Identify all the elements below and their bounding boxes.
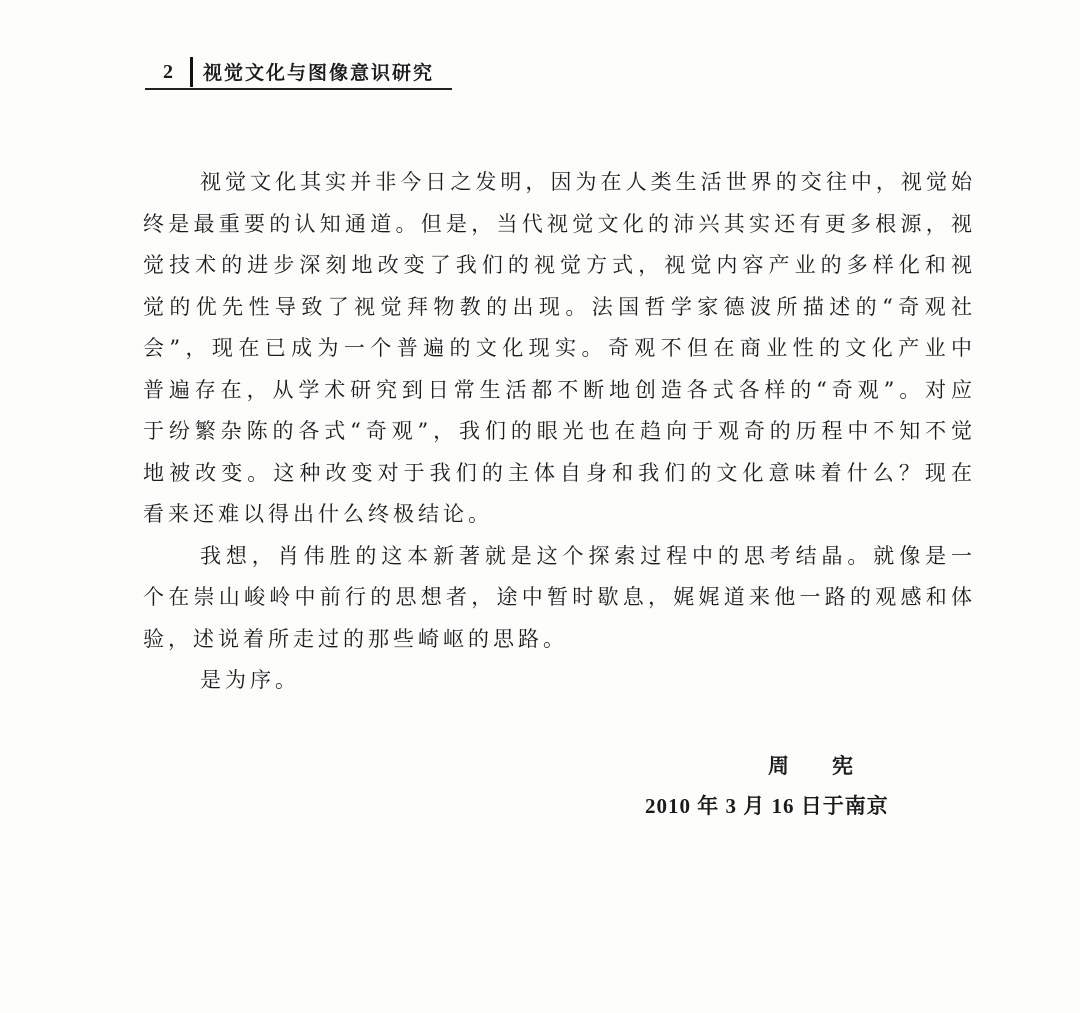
signature-date: 2010 年 3 月 16 日于南京 bbox=[645, 794, 889, 818]
header-rule bbox=[145, 88, 452, 90]
text-line: 我想，肖伟胜的这本新著就是这个探索过程中的思考结晶。就像是一 bbox=[200, 543, 972, 568]
text-line: 视觉文化其实并非今日之发明，因为在人类生活世界的交往中，视觉始 bbox=[200, 170, 972, 194]
text-line: 觉的优先性导致了视觉拜物教的出现。法国哲学家德波所描述的“奇观社 bbox=[143, 294, 972, 319]
text-line: 是为序。 bbox=[200, 668, 300, 692]
paragraph bbox=[143, 536, 972, 661]
page-number: 2 bbox=[163, 61, 173, 83]
author-signature: 周 宪 bbox=[768, 753, 864, 778]
text-line: 于纷繁杂陈的各式“奇观”，我们的眼光也在趋向于观奇的历程中不知不觉 bbox=[143, 419, 972, 443]
paragraph bbox=[143, 162, 972, 536]
preface-body bbox=[143, 162, 972, 702]
text-line: 地被改变。这种改变对于我们的主体自身和我们的文化意味着什么？现在 bbox=[143, 460, 972, 485]
book-title: 视觉文化与图像意识研究 bbox=[203, 62, 435, 84]
text-line: 个在崇山峻岭中前行的思想者，途中暂时歇息，娓娓道来他一路的观感和体 bbox=[143, 585, 972, 609]
text-line: 普遍存在，从学术研究到日常生活都不断地创造各式各样的“奇观”。对应 bbox=[143, 377, 972, 402]
text-line: 终是最重要的认知通道。但是，当代视觉文化的沛兴其实还有更多根源，视 bbox=[143, 211, 972, 236]
header-divider-bar bbox=[190, 57, 193, 87]
text-line: 验，述说着所走过的那些崎岖的思路。 bbox=[143, 626, 568, 651]
text-line: 觉技术的进步深刻地改变了我们的视觉方式，视觉内容产业的多样化和视 bbox=[143, 253, 972, 277]
text-line: 看来还难以得出什么终极结论。 bbox=[143, 502, 493, 526]
text-line: 会”，现在已成为一个普遍的文化现实。奇观不但在商业性的文化产业中 bbox=[143, 336, 972, 360]
paragraph bbox=[143, 660, 972, 702]
